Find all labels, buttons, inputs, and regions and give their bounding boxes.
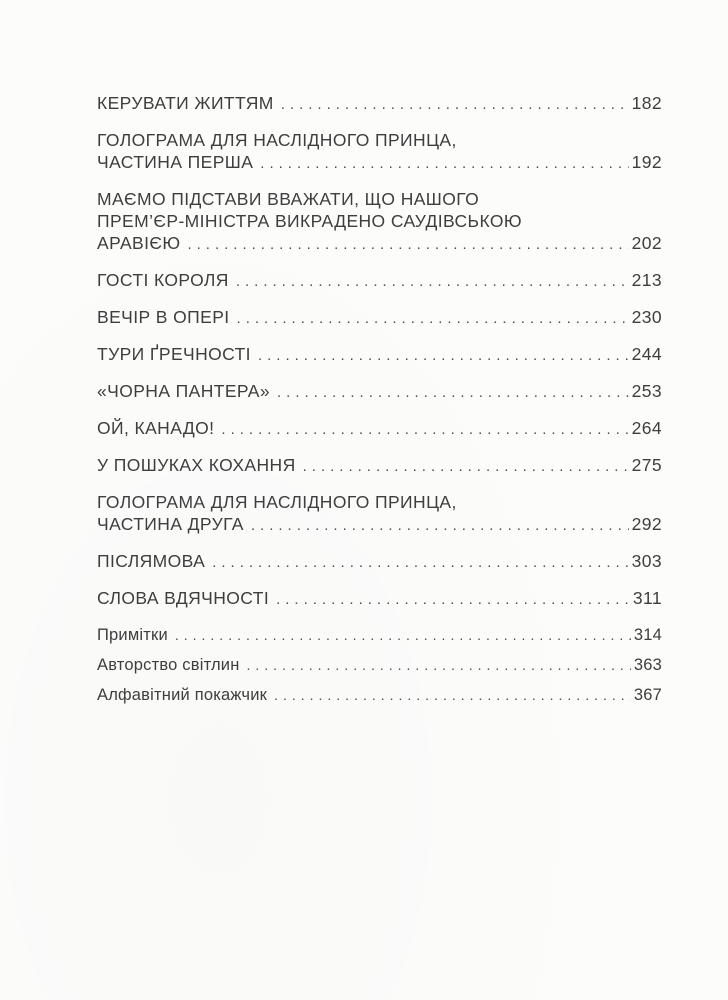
toc-entry-line — [97, 684, 662, 706]
page-number: 202 — [631, 233, 662, 253]
chapter-title: Алфавітний покажчик — [97, 686, 268, 704]
toc-backmatter-list — [97, 624, 662, 706]
chapter-title: ГОЛОГРАМА ДЛЯ НАСЛІДНОГО ПРИНЦА, — [97, 492, 457, 512]
chapter-title: Примітки — [97, 626, 168, 644]
toc-entry-line — [97, 654, 662, 676]
toc-entry-line — [97, 624, 662, 646]
page-number: 192 — [631, 152, 662, 172]
page-number: 303 — [631, 551, 662, 571]
dot-leader — [212, 552, 628, 574]
dot-leader — [251, 515, 629, 537]
toc-entry — [97, 654, 662, 676]
dot-leader — [276, 589, 630, 611]
dot-leader — [258, 345, 629, 367]
page-number: 213 — [631, 270, 662, 290]
page-number: 253 — [631, 381, 662, 401]
dot-leader — [236, 271, 629, 293]
toc-entry-line — [97, 151, 662, 175]
page-number: 244 — [631, 344, 662, 364]
page-number: 311 — [632, 588, 662, 608]
chapter-title: ЧАСТИНА ДРУГА — [97, 514, 244, 534]
toc-entry-line — [97, 454, 662, 478]
dot-leader — [247, 654, 631, 676]
chapter-title: СЛОВА ВДЯЧНОСТІ — [97, 588, 270, 608]
toc-entry-line — [97, 513, 662, 537]
toc-entry — [97, 454, 662, 478]
toc-entry — [97, 188, 662, 256]
toc-entry-line — [97, 417, 662, 441]
chapter-title: КЕРУВАТИ ЖИТТЯМ — [97, 93, 274, 113]
toc-entry — [97, 380, 662, 404]
toc-entry — [97, 306, 662, 330]
dot-leader — [303, 456, 629, 478]
chapter-title: «ЧОРНА ПАНТЕРА» — [97, 381, 271, 401]
dot-leader — [260, 153, 628, 175]
toc-entry — [97, 129, 662, 175]
toc-chapter-list — [97, 92, 662, 611]
chapter-title: ОЙ, КАНАДО! — [97, 418, 215, 438]
page-number: 264 — [631, 418, 662, 438]
chapter-title: Авторство світлин — [97, 656, 240, 674]
toc-entry-line — [97, 188, 662, 210]
page-number: 367 — [633, 686, 662, 704]
dot-leader — [175, 624, 631, 646]
toc-entry — [97, 343, 662, 367]
page-number: 275 — [631, 455, 662, 475]
chapter-title: ГОЛОГРАМА ДЛЯ НАСЛІДНОГО ПРИНЦА, — [97, 130, 457, 150]
page-number: 363 — [633, 656, 662, 674]
toc-entry — [97, 587, 662, 611]
toc-entry — [97, 92, 662, 116]
toc-entry-line — [97, 343, 662, 367]
toc-entry-line — [97, 306, 662, 330]
toc-entry-line — [97, 491, 662, 513]
toc-entry — [97, 684, 662, 706]
chapter-title: ЧАСТИНА ПЕРША — [97, 152, 254, 172]
page-number: 314 — [633, 626, 662, 644]
dot-leader — [281, 94, 629, 116]
toc-entry-line — [97, 587, 662, 611]
toc-entry-line — [97, 232, 662, 256]
toc-entry — [97, 550, 662, 574]
chapter-title: ВЕЧІР В ОПЕРІ — [97, 307, 230, 327]
toc-entry-line — [97, 129, 662, 151]
chapter-title: АРАВІЄЮ — [97, 233, 181, 253]
toc-entry-line — [97, 550, 662, 574]
toc-entry — [97, 624, 662, 646]
dot-leader — [187, 234, 628, 256]
toc-entry — [97, 269, 662, 293]
toc-entry-line — [97, 380, 662, 404]
toc-entry — [97, 491, 662, 537]
chapter-title: МАЄМО ПІДСТАВИ ВВАЖАТИ, ЩО НАШОГО — [97, 189, 480, 209]
chapter-title: ГОСТІ КОРОЛЯ — [97, 270, 229, 290]
page-number: 230 — [631, 307, 662, 327]
dot-leader — [274, 684, 631, 706]
chapter-title: ТУРИ ҐРЕЧНОСТІ — [97, 344, 251, 364]
toc-entry-line — [97, 269, 662, 293]
dot-leader — [221, 419, 628, 441]
page-number: 182 — [631, 93, 662, 113]
toc-entry — [97, 417, 662, 441]
dot-leader — [277, 382, 629, 404]
toc-entry-line — [97, 92, 662, 116]
page-number: 292 — [631, 514, 662, 534]
toc-entry-line — [97, 210, 662, 232]
dot-leader — [237, 308, 629, 330]
chapter-title: У ПОШУКАХ КОХАННЯ — [97, 455, 296, 475]
chapter-title: ПРЕМ’ЄР-МІНІСТРА ВИКРАДЕНО САУДІВСЬКОЮ — [97, 211, 522, 231]
chapter-title: ПІСЛЯМОВА — [97, 551, 206, 571]
